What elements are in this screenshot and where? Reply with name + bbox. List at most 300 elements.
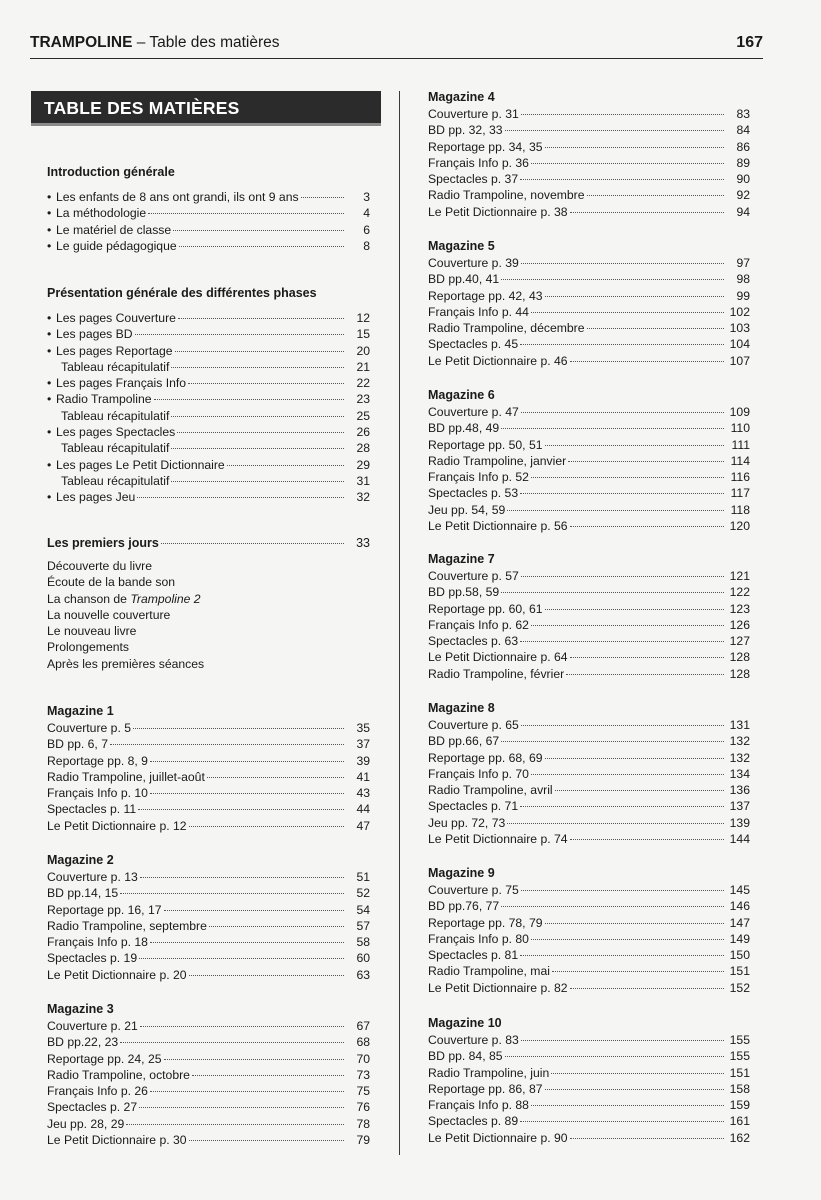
dot-leader [171,481,344,482]
dot-leader [505,1056,724,1057]
dot-leader [175,351,344,352]
dot-leader [138,809,344,810]
bullet-icon: • [47,238,52,253]
dot-leader [139,1107,344,1108]
toc-entry-label: BD pp.14, 15 [47,886,119,901]
dot-leader [150,761,344,762]
toc-entry [47,950,370,966]
toc-entry-page: 83 [736,107,750,121]
toc-entry-label: BD pp. 6, 7 [47,737,108,752]
toc-entry-label: Radio Trampoline, juillet-août [47,769,205,784]
toc-entry-page: 15 [356,327,370,342]
toc-entry-page: 139 [729,815,750,830]
toc-entry-page: 70 [356,1051,370,1066]
dot-leader [545,445,724,446]
toc-section-title: Magazine 3 [47,1002,114,1016]
toc-entry-page: 90 [736,172,750,187]
toc-entry-page: 89 [736,155,750,170]
toc-entry-label: Reportage pp. 24, 25 [47,1051,162,1066]
dot-leader [521,1040,724,1041]
bullet-icon: • [47,376,52,391]
toc-entry-page: 161 [729,1114,750,1129]
dot-leader [177,432,344,433]
toc-entry-page: 120 [729,519,750,534]
dot-leader [179,246,344,247]
toc-entry [47,343,370,359]
toc-entry [47,967,370,983]
toc-section [47,851,370,983]
dot-leader [150,793,344,794]
dot-leader [570,212,724,213]
toc-entry-page: 109 [729,405,750,419]
toc-section-title: Magazine 6 [428,388,495,402]
toc-entry-page: 31 [356,473,370,488]
toc-entry-page: 127 [729,634,750,649]
toc-section-first-days [47,534,370,672]
toc-entry-label: • Les pages Spectacles [47,425,176,440]
toc-entry-label: Français Info p. 80 [428,931,529,946]
toc-entry-label: Radio Trampoline, février [428,666,565,681]
toc-entry-label: Radio Trampoline, janvier [428,453,567,468]
toc-entry-page: 35 [356,721,370,735]
toc-entry [428,304,750,320]
toc-section-title: Magazine 10 [428,1016,502,1030]
toc-entry [428,733,750,749]
toc-entry-label: Tableau récapitulatif [61,473,170,488]
toc-entry-label: Reportage pp. 50, 51 [428,437,543,452]
dot-leader [552,971,724,972]
toc-entry [47,818,370,834]
toc-entry [428,288,750,304]
dot-leader [227,465,344,466]
toc-entry-page: 128 [729,650,750,665]
toc-section [47,1000,370,1148]
toc-entry [47,359,370,375]
toc-entry-label: • Les pages Couverture [47,311,176,325]
toc-entry [428,502,750,518]
toc-entry [428,750,750,766]
toc-entry [47,736,370,752]
toc-entry [428,1130,750,1146]
toc-banner [31,91,381,126]
dot-leader [164,910,344,911]
dot-leader [171,367,344,368]
toc-entry-label: • Les pages Français Info [47,376,187,391]
toc-entry [428,798,750,814]
dot-leader [150,942,344,943]
toc-entry [47,801,370,817]
toc-entry [47,408,370,424]
toc-entry [428,1032,750,1048]
toc-entry-page: 52 [356,886,370,901]
toc-entry [428,171,750,187]
toc-entry-label: Radio Trampoline, septembre [47,918,207,933]
toc-entry-page: 158 [729,1081,750,1096]
toc-entry [428,353,750,369]
toc-entry [428,1113,750,1129]
toc-entry [428,320,750,336]
toc-entry-label: Spectacles p. 89 [428,1114,519,1129]
toc-entry-label: Spectacles p. 37 [428,172,519,187]
toc-entry-label: Le Petit Dictionnaire p. 20 [47,967,187,982]
toc-entry [428,204,750,220]
toc-section-title [47,534,370,552]
toc-entry-label: BD pp.58, 59 [428,585,500,600]
toc-section [428,699,750,847]
toc-entry-label: Français Info p. 26 [47,1084,148,1099]
toc-entry-label: Spectacles p. 45 [428,337,519,352]
toc-entry-label: Spectacles p. 81 [428,948,519,963]
toc-entry-page: 123 [729,601,750,616]
toc-entry-label: • Les pages Le Petit Dictionnaire [47,457,225,472]
toc-entry-label: Jeu pp. 72, 73 [428,815,506,830]
toc-entry-label: BD pp.48, 49 [428,421,500,436]
toc-entry-page: 25 [356,408,370,423]
dot-leader [521,725,724,726]
toc-entry [428,831,750,847]
toc-section [428,550,750,682]
bullet-icon: • [47,311,52,325]
bullet-icon: • [47,343,52,358]
toc-entry-page: 33 [356,536,370,550]
toc-entry-label: • Le matériel de classe [47,222,172,237]
toc-subline: La chanson de Trampoline 2 [47,591,201,606]
dot-leader [154,399,344,400]
toc-entry-label: Spectacles p. 27 [47,1100,138,1115]
dot-leader [501,428,724,429]
toc-entry [428,1048,750,1064]
toc-entry [428,980,750,996]
toc-entry-page: 39 [356,753,370,768]
dot-leader [570,657,724,658]
dot-leader [520,493,724,494]
toc-entry-label: Tableau récapitulatif [61,408,170,423]
dot-leader [521,890,724,891]
toc-entry-page: 107 [729,353,750,368]
toc-entry-page: 92 [736,188,750,203]
toc-entry-page: 122 [729,585,750,600]
page-header [30,30,763,59]
toc-entry-label: Spectacles p. 71 [428,799,519,814]
toc-entry-page: 111 [731,437,750,452]
toc-entry-page: 103 [729,321,750,336]
toc-entry-label: Français Info p. 18 [47,935,148,950]
toc-entry-page: 8 [363,238,370,253]
toc-entry [428,255,750,271]
toc-entry-label: Radio Trampoline, octobre [47,1067,190,1082]
toc-entry [47,222,370,238]
dot-leader [301,197,344,198]
toc-section-title: Présentation générale des différentes phases [47,286,317,300]
dot-leader [520,1121,724,1122]
toc-entry-page: 116 [730,470,750,485]
toc-entry [47,473,370,489]
dot-leader [507,510,724,511]
dot-leader [189,1140,344,1141]
toc-entry [428,666,750,682]
toc-section-title: Introduction générale [47,165,175,179]
dot-leader [531,1105,724,1106]
toc-entry-page: 121 [729,569,750,583]
toc-entry [428,404,750,420]
dot-leader [521,412,724,413]
dot-leader [178,318,344,319]
toc-section [428,1014,750,1146]
toc-entry-page: 3 [363,190,370,204]
toc-entry [428,649,750,665]
toc-entry-page: 73 [356,1067,370,1082]
toc-section-title: Magazine 4 [428,90,495,104]
toc-entry [428,469,750,485]
toc-entry-label: Spectacles p. 53 [428,486,519,501]
toc-entry-label: BD pp.40, 41 [428,272,500,287]
toc-entry [47,1034,370,1050]
toc-entry-label: Couverture p. 5 [47,721,132,735]
toc-entry [428,1081,750,1097]
toc-entry [428,139,750,155]
toc-subline: Prolongements [47,640,129,655]
toc-entry [428,271,750,287]
toc-entry-page: 12 [356,311,370,325]
toc-entry-page: 28 [356,441,370,456]
dot-leader [135,334,344,335]
toc-entry-page: 79 [356,1133,370,1148]
toc-entry-page: 136 [729,783,750,798]
toc-entry [47,457,370,473]
toc-entry-page: 155 [729,1033,750,1047]
bullet-icon: • [47,392,52,407]
dot-leader [531,163,724,164]
toc-subline-italic: Trampoline 2 [130,591,201,606]
toc-entry-page: 146 [729,899,750,914]
toc-entry-label: Spectacles p. 11 [47,802,137,817]
dot-leader [192,1075,344,1076]
dot-leader [570,361,724,362]
toc-entry-page: 110 [730,421,750,436]
toc-entry-label: Le Petit Dictionnaire p. 30 [47,1133,187,1148]
toc-entry [47,489,370,505]
toc-entry-page: 114 [730,453,750,468]
dot-leader [188,383,344,384]
toc-entry-label: • Radio Trampoline [47,392,152,407]
toc-entry-label: Français Info p. 70 [428,766,529,781]
toc-entry-page: 132 [729,750,750,765]
toc-entry-label: Reportage pp. 86, 87 [428,1081,543,1096]
dot-leader [140,1026,344,1027]
toc-entry-page: 20 [356,343,370,358]
dot-leader [171,416,344,417]
toc-section-title: Magazine 8 [428,701,495,715]
toc-entry [47,1067,370,1083]
toc-entry-label: • Le guide pédagogique [47,238,177,253]
bullet-icon: • [47,490,52,505]
toc-section-title-label: Les premiers jours [47,536,159,550]
dot-leader [587,328,725,329]
toc-entry [47,189,370,205]
toc-entry [47,869,370,885]
dot-leader [520,955,724,956]
toc-entry-page: 126 [729,617,750,632]
toc-entry [428,584,750,600]
toc-entry-label: Couverture p. 13 [47,870,138,884]
toc-entry [428,633,750,649]
dot-leader [545,296,724,297]
toc-entry-label: BD pp.76, 77 [428,899,500,914]
dot-leader [531,477,724,478]
toc-entry-page: 147 [729,915,750,930]
toc-section [47,163,370,254]
toc-entry [428,601,750,617]
toc-entry-page: 152 [729,980,750,995]
toc-entry [428,815,750,831]
dot-leader [189,975,344,976]
toc-entry [47,885,370,901]
toc-entry-label: • Les enfants de 8 ans ont grandi, ils ont 9 ans [47,190,299,204]
toc-entry-page: 151 [729,1065,750,1080]
dot-leader [209,926,344,927]
toc-entry-label: Radio Trampoline, juin [428,1065,550,1080]
toc-entry-label: Le Petit Dictionnaire p. 90 [428,1130,568,1145]
toc-section [428,88,750,220]
dot-leader [570,526,724,527]
toc-entry-label: Couverture p. 39 [428,256,519,270]
toc-section [47,702,370,834]
toc-entry [428,453,750,469]
toc-entry-label: Le Petit Dictionnaire p. 64 [428,650,568,665]
toc-entry-label: Français Info p. 36 [428,155,529,170]
toc-entry-label: Reportage pp. 42, 43 [428,288,543,303]
bullet-icon: • [47,425,52,440]
toc-entry-label: Français Info p. 88 [428,1098,529,1113]
toc-entry-page: 37 [356,737,370,752]
dot-leader [120,893,344,894]
toc-entry-label: Couverture p. 75 [428,883,519,897]
toc-entry [428,122,750,138]
dot-leader [140,877,344,878]
toc-entry [47,238,370,254]
toc-entry [428,898,750,914]
toc-entry-page: 22 [356,376,370,391]
dot-leader [501,279,724,280]
toc-entry-label: • Les pages BD [47,327,133,342]
dot-leader [545,609,724,610]
toc-entry-page: 60 [356,951,370,966]
toc-entry [47,720,370,736]
toc-entry-page: 4 [363,206,370,221]
toc-section [428,864,750,996]
toc-entry [428,947,750,963]
toc-entry [428,1097,750,1113]
toc-entry-label: Radio Trampoline, novembre [428,188,585,203]
toc-entry-page: 32 [356,490,370,505]
toc-entry-label: Couverture p. 65 [428,718,519,732]
toc-entry-page: 151 [729,964,750,979]
toc-entry-page: 75 [356,1084,370,1099]
dot-leader [570,988,724,989]
bullet-icon: • [47,190,52,204]
toc-entry-label: Le Petit Dictionnaire p. 46 [428,353,568,368]
toc-entry [47,1083,370,1099]
toc-entry [47,785,370,801]
toc-entry-page: 58 [356,935,370,950]
toc-entry-label: Jeu pp. 28, 29 [47,1116,125,1131]
running-title-rest: – Table des matières [132,34,280,51]
toc-entry-label: Reportage pp. 68, 69 [428,750,543,765]
toc-entry-page: 117 [730,486,750,501]
toc-entry-label: Reportage pp. 8, 9 [47,753,148,768]
toc-entry-page: 6 [363,222,370,237]
bullet-icon: • [47,457,52,472]
toc-entry-label: Le Petit Dictionnaire p. 82 [428,980,568,995]
toc-entry-label: Français Info p. 52 [428,470,529,485]
toc-entry [428,617,750,633]
toc-entry-label: Reportage pp. 60, 61 [428,601,543,616]
toc-entry-label: Français Info p. 10 [47,786,148,801]
toc-entry-page: 67 [356,1019,370,1033]
toc-entry [428,766,750,782]
toc-entry-label: Spectacles p. 63 [428,634,519,649]
toc-entry-page: 26 [356,425,370,440]
toc-entry [428,915,750,931]
toc-entry-label: BD pp. 84, 85 [428,1049,503,1064]
toc-entry-label: Radio Trampoline, avril [428,783,553,798]
toc-entry-page: 144 [729,832,750,847]
toc-entry [47,1018,370,1034]
toc-entry-label: Jeu pp. 54, 59 [428,502,506,517]
toc-entry-page: 54 [356,902,370,917]
dot-leader [120,1042,344,1043]
dot-leader [501,741,724,742]
dot-leader [531,939,724,940]
dot-leader [551,1073,724,1074]
bullet-icon: • [47,222,52,237]
dot-leader [150,1091,344,1092]
toc-entry-page: 44 [356,802,370,817]
dot-leader [148,213,344,214]
dot-leader [566,674,724,675]
toc-entry-label: • La méthodologie [47,206,147,221]
toc-entry-page: 21 [356,359,370,374]
toc-entry-page: 97 [736,256,750,270]
toc-entry [428,931,750,947]
toc-entry-label: • Les pages Jeu [47,490,136,505]
toc-entry-page: 51 [356,870,370,884]
dot-leader [568,461,724,462]
toc-entry-page: 118 [730,502,750,517]
toc-entry-label: Couverture p. 21 [47,1019,138,1033]
toc-entry [47,326,370,342]
toc-entry-label: Français Info p. 62 [428,617,529,632]
toc-entry [428,420,750,436]
running-title [30,34,280,52]
toc-entry [428,437,750,453]
toc-entry [47,375,370,391]
toc-entry-label: Tableau récapitulatif [61,359,170,374]
toc-entry-page: 150 [729,948,750,963]
toc-entry-page: 76 [356,1100,370,1115]
toc-entry [428,717,750,733]
toc-entry-page: 41 [356,769,370,784]
toc-entry [428,568,750,584]
toc-subline: Découverte du livre [47,559,152,573]
toc-entry-page: 94 [736,204,750,219]
bullet-icon: • [47,206,52,221]
dot-leader [520,179,724,180]
toc-subline: Écoute de la bande son [47,575,176,590]
running-title-brand: TRAMPOLINE [30,34,133,51]
dot-leader [171,448,344,449]
dot-leader [520,641,724,642]
